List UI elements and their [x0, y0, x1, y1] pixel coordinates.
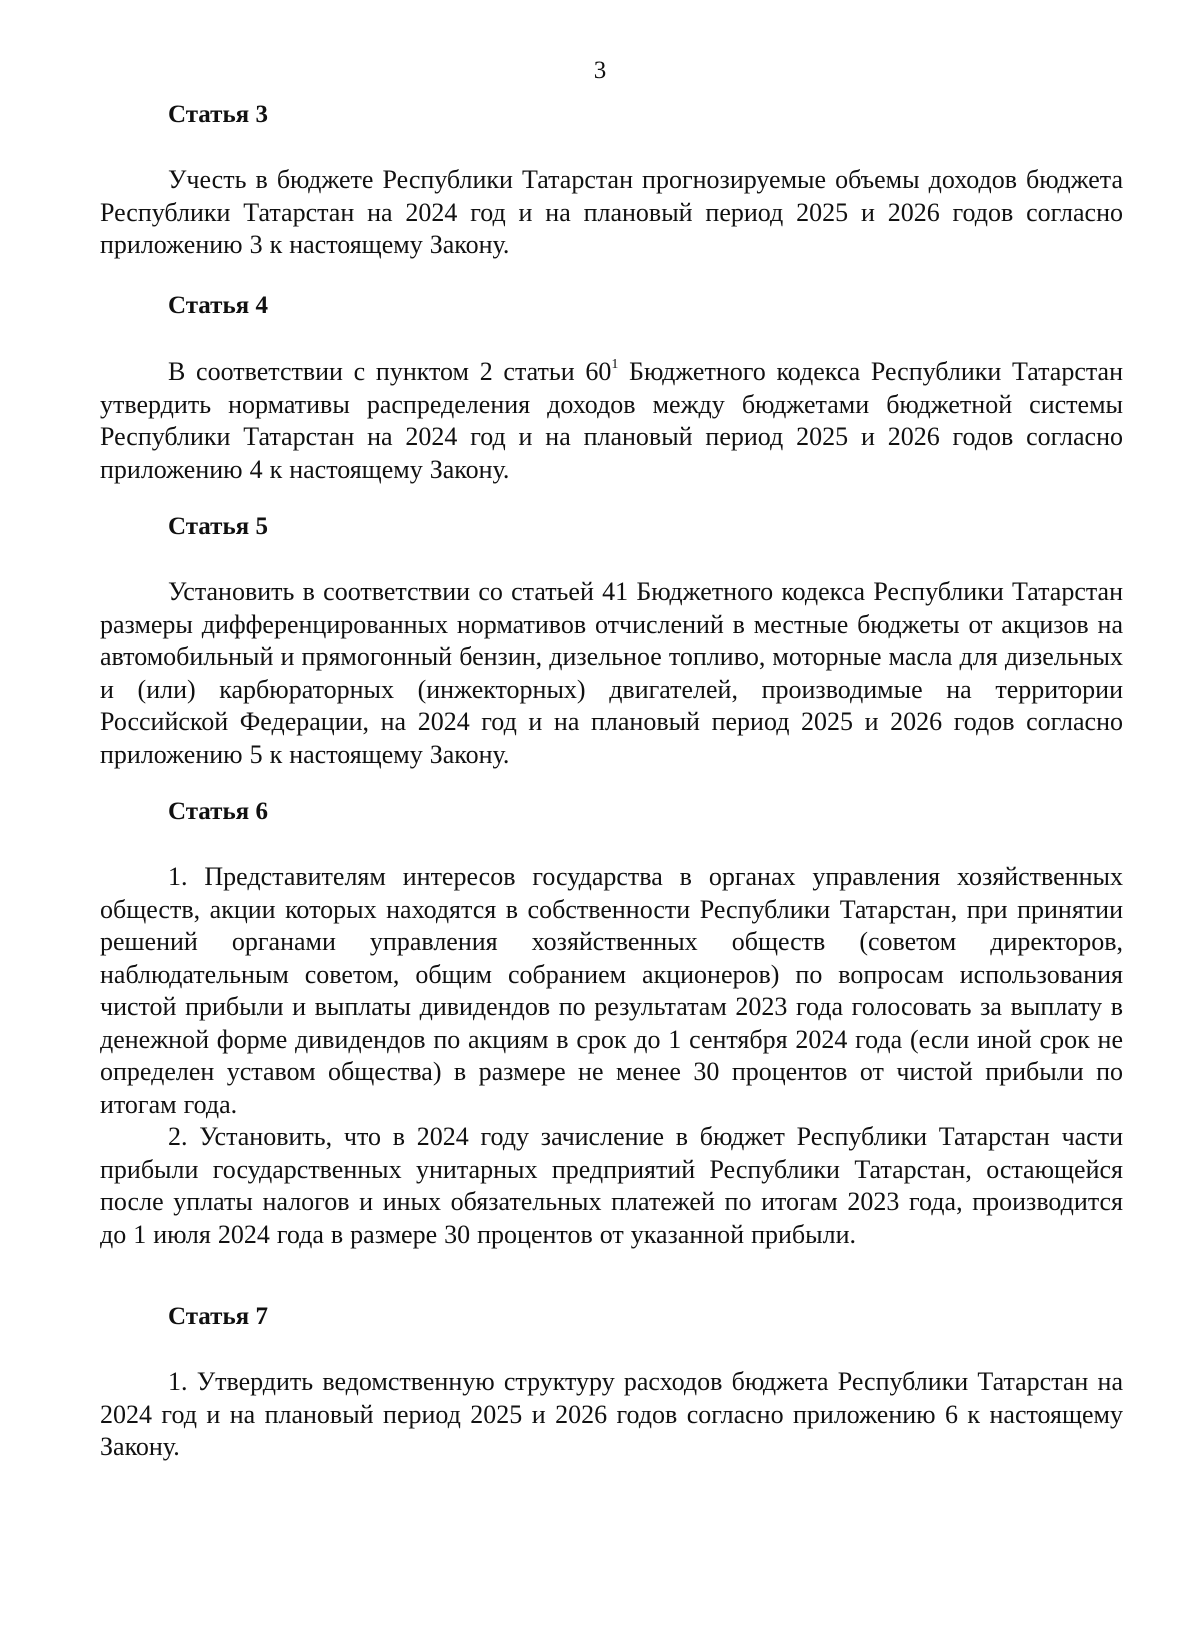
article-heading: Статья 5 — [168, 513, 268, 540]
page-number: 3 — [593, 57, 607, 84]
paragraph-text-before-footnote: В соответствии с пунктом 2 статьи 60 — [168, 357, 612, 386]
article-paragraph: 2. Установить, что в 2024 году зачисление в бюджет Республики Татарстан части прибыли государственных унитарных предприятий Республики Татарстан, остающейся после уплаты налогов и иных обязательных платежей по итогам 2023 года, производится до 1 июля 2024 года в размере 30 процентов от указанной прибыли. — [100, 1122, 1123, 1249]
article-heading: Статья 7 — [168, 1303, 268, 1330]
article-4 — [100, 290, 1123, 486]
article-3 — [100, 99, 1123, 262]
article-heading: Статья 6 — [168, 798, 268, 825]
article-6 — [100, 796, 1123, 1251]
article-paragraph: Учесть в бюджете Республики Татарстан прогнозируемые объемы доходов бюджета Республики Татарстан на 2024 год и на плановый период 2025 и 2026 годов согласно приложению 3 к настоящему Закону. — [100, 165, 1123, 259]
article-heading: Статья 3 — [168, 101, 268, 128]
article-paragraph: 1. Представителям интересов государства в органах управления хозяйственных обществ, акции которых находятся в собственности Республики Татарстан, при принятии решений органами управления хозяйственных обществ (советом директоров, наблюдательным советом, общим собранием акционеров) по вопросам использования чистой прибыли и выплаты дивидендов по результатам 2023 года голосовать за выплату в денежной форме дивидендов по акциям в срок до 1 сентября 2024 года (если иной срок не определен уставом общества) в размере не менее 30 процентов от чистой прибыли по итогам года. — [100, 862, 1123, 1119]
paragraph-text-after-footnote: Бюджетного кодекса Республики Татарстан утвердить нормативы распределения доходов между бюджетами бюджетной системы Республики Татарстан на 2024 год и на плановый период 2025 и 2026 годов согласно приложению 4 к настоящему Закону. — [100, 357, 1123, 484]
article-paragraph: Установить в соответствии со статьей 41 Бюджетного кодекса Республики Татарстан размеры дифференцированных нормативов отчислений в местные бюджеты от акцизов на автомобильный и прямогонный бензин, дизельное топливо, моторные масла для дизельных и (или) карбюраторных (инжекторных) двигателей, производимые на территории Российской Федерации, на 2024 год и на плановый период 2025 и 2026 годов согласно приложению 5 к настоящему Закону. — [100, 577, 1123, 769]
article-paragraph: 1. Утвердить ведомственную структуру расходов бюджета Республики Татарстан на 2024 год и на плановый период 2025 и 2026 годов согласно приложению 6 к настоящему Закону. — [100, 1367, 1123, 1461]
article-paragraph — [100, 356, 1123, 486]
article-7 — [100, 1301, 1123, 1464]
article-heading: Статья 4 — [168, 292, 268, 319]
superscript-marker: 1 — [611, 357, 619, 372]
article-5 — [100, 511, 1123, 771]
